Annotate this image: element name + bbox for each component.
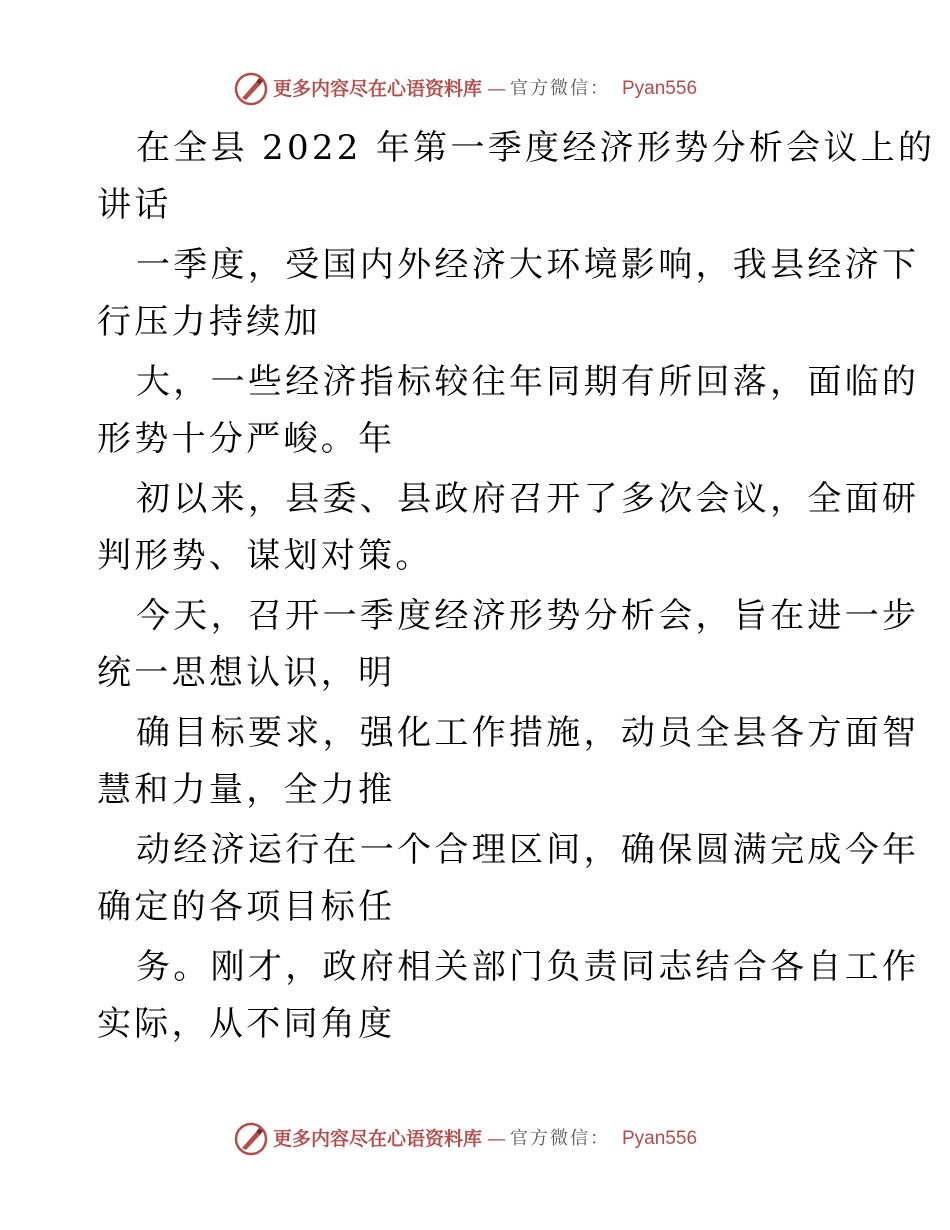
text-line: 形势十分严峻。年 (97, 419, 396, 459)
pen-logo-icon (234, 72, 268, 106)
watermark-wechat-label: 官方微信： (510, 78, 610, 99)
text-line: 初以来，县委、县政府召开了多次会议，全面研 (136, 479, 920, 519)
watermark-dash: — (487, 78, 506, 100)
watermark-title: 更多内容尽在心语资料库 (273, 78, 483, 100)
text-line: 确目标要求，强化工作措施，动员全县各方面智 (136, 713, 920, 753)
text-line: 一季度，受国内外经济大环境影响，我县经济下 (136, 245, 920, 285)
watermark-title: 更多内容尽在心语资料库 (273, 1128, 483, 1150)
text-line: 统一思想认识，明 (97, 653, 396, 693)
text-line: 动经济运行在一个合理区间，确保圆满完成今年 (136, 830, 920, 870)
watermark-dash: — (487, 1128, 506, 1150)
text-line: 讲话 (97, 185, 172, 225)
text-line: 务。刚才，政府相关部门负责同志结合各自工作 (136, 947, 920, 987)
text-line: 今天，召开一季度经济形势分析会，旨在进一步 (136, 596, 920, 636)
text-line: 慧和力量，全力推 (97, 770, 396, 810)
header-watermark (0, 70, 950, 110)
text-line: 实际，从不同角度 (97, 1004, 396, 1044)
text-line: 判形势、谋划对策。 (97, 536, 433, 576)
footer-watermark (0, 1120, 950, 1160)
text-line: 行压力持续加 (97, 302, 321, 342)
watermark-wechat-id: Pyan556 (622, 78, 698, 99)
watermark-wechat-label: 官方微信： (510, 1128, 610, 1149)
text-line: 在全县 2022 年第一季度经济形势分析会议上的 (136, 128, 936, 168)
watermark-wechat-id: Pyan556 (622, 1128, 698, 1149)
text-line: 确定的各项目标任 (97, 887, 396, 927)
text-line: 大，一些经济指标较往年同期有所回落，面临的 (136, 362, 920, 402)
pen-logo-icon (234, 1122, 268, 1156)
